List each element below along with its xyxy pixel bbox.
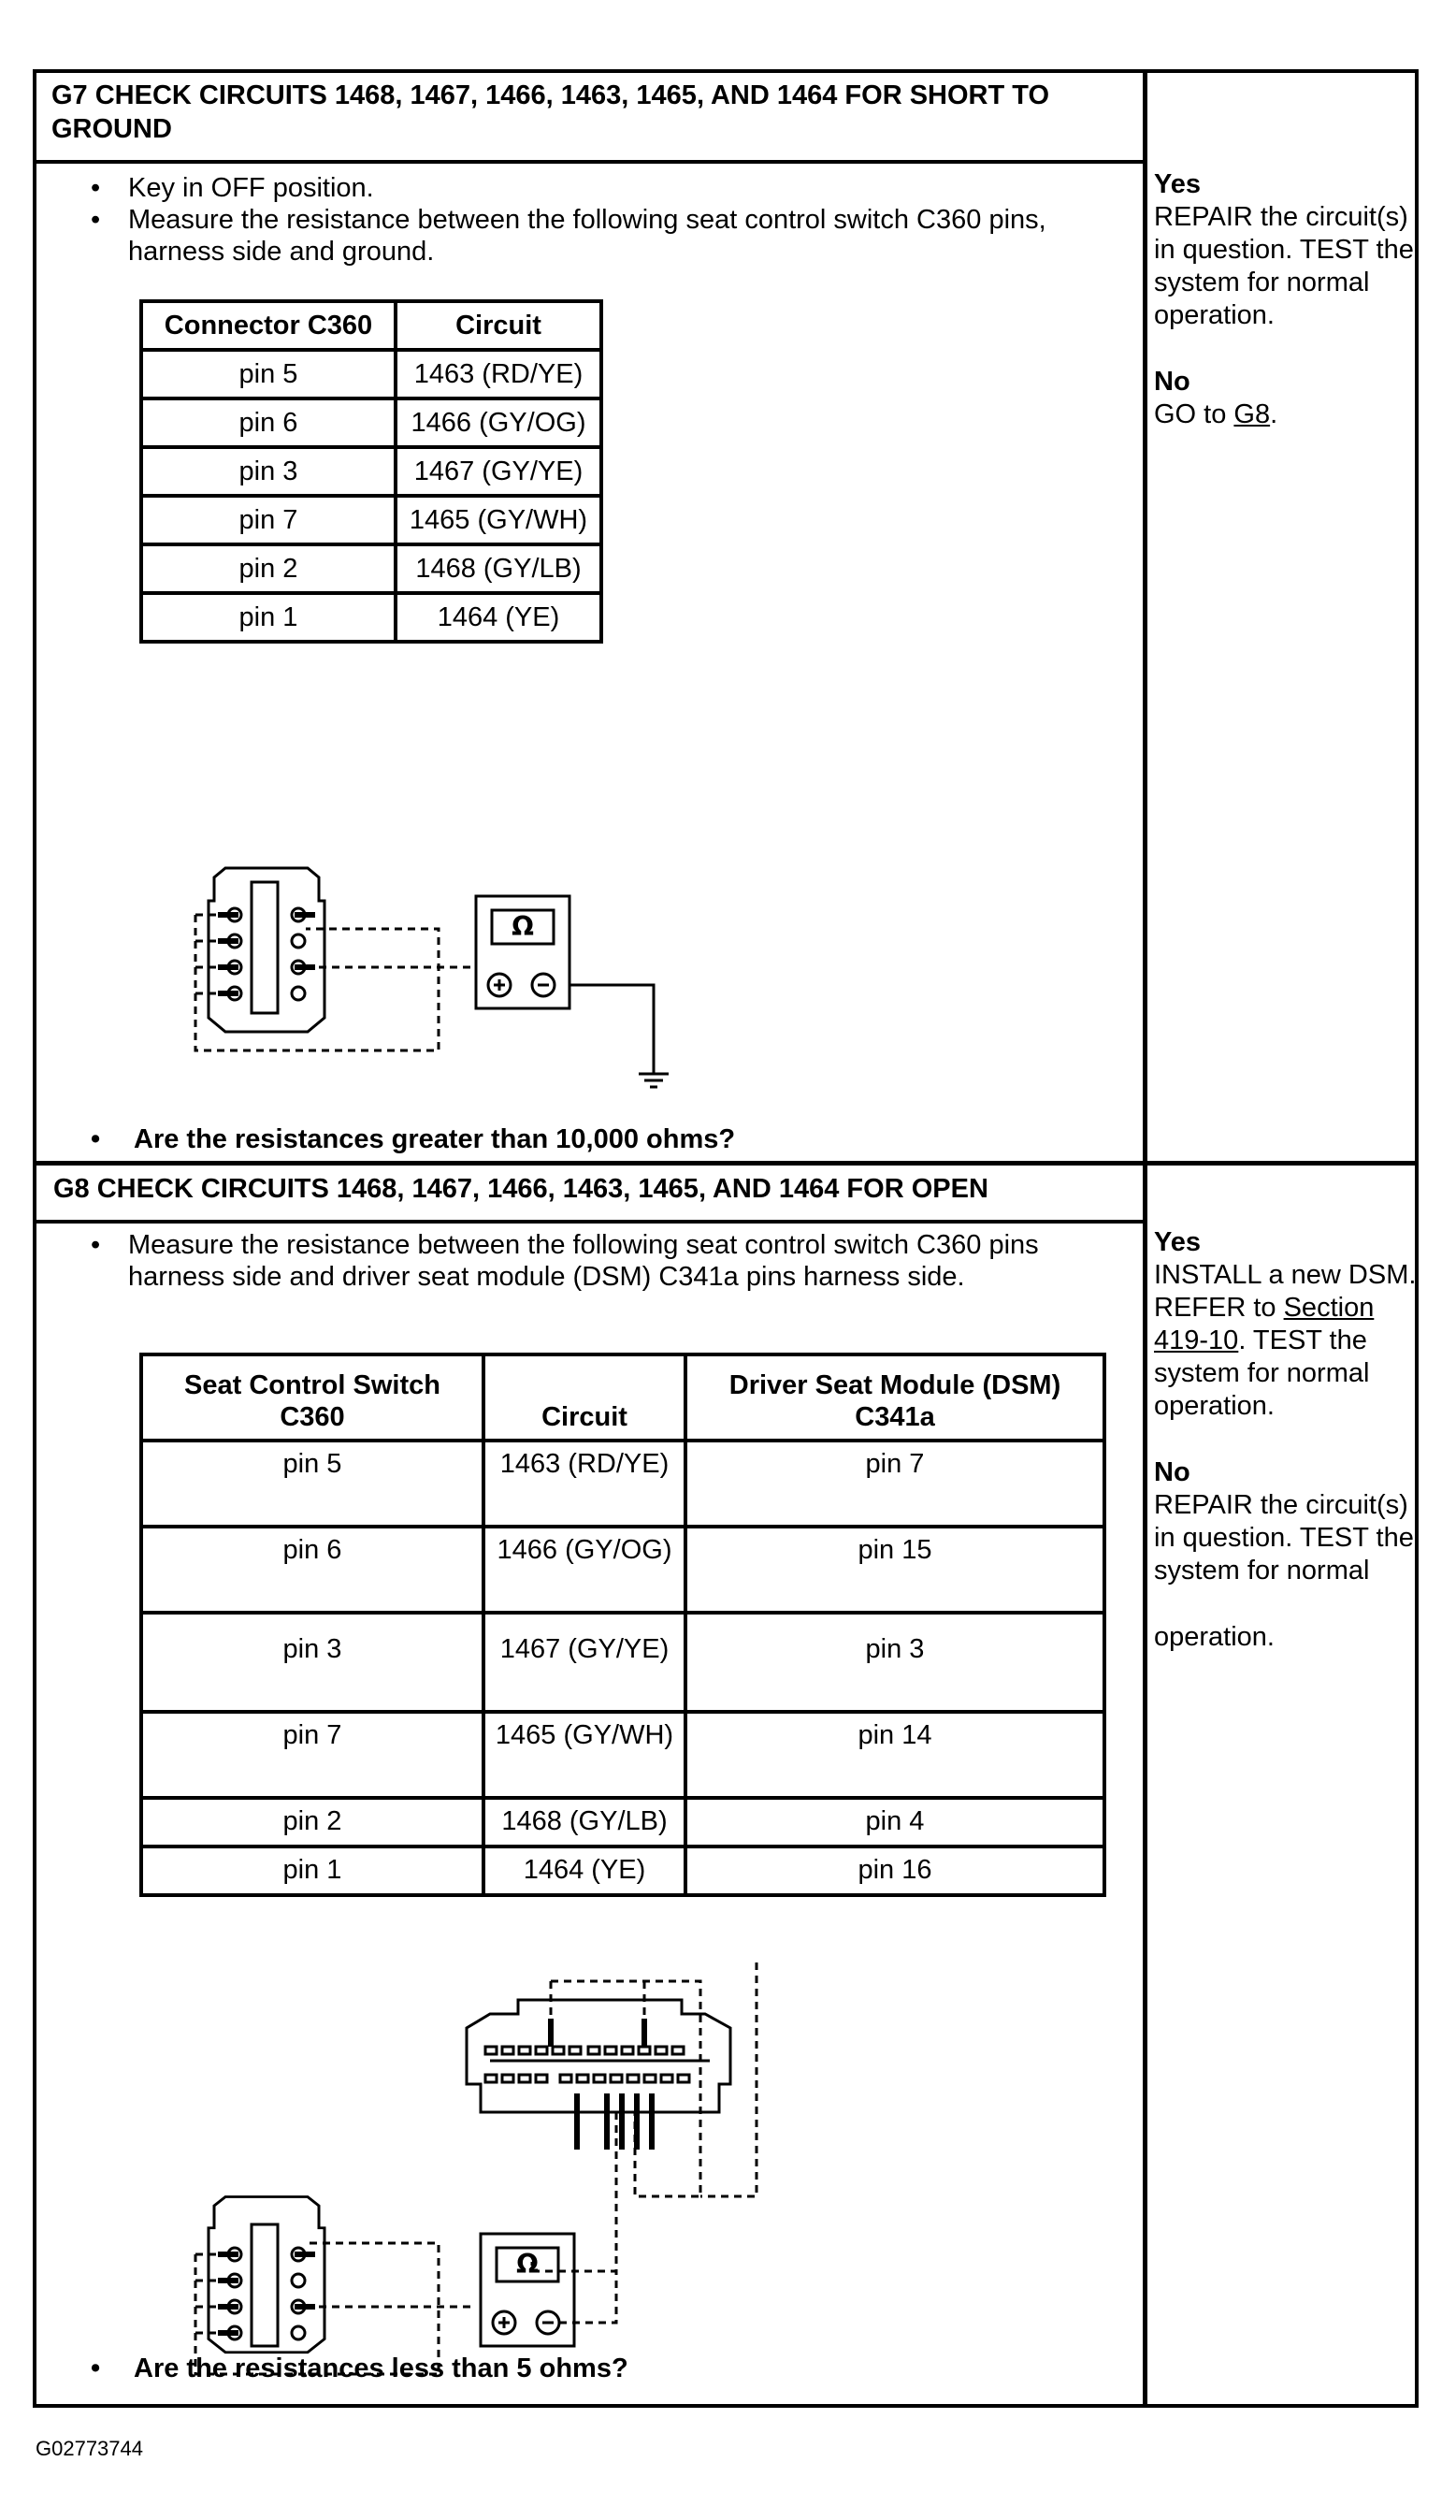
table-cell: pin 7 [141, 496, 396, 544]
table-cell: pin 15 [685, 1527, 1104, 1613]
table-cell: 1463 (RD/YE) [396, 350, 601, 398]
table-cell: 1466 (GY/OG) [396, 398, 601, 447]
table-row [141, 496, 601, 544]
table-cell: pin 1 [141, 593, 396, 642]
table-cell: 1465 (GY/WH) [396, 496, 601, 544]
table-cell: pin 2 [141, 1798, 483, 1847]
g7-question-text: Are the resistances greater than 10,000 ohms? [134, 1124, 736, 1154]
table-cell: pin 6 [141, 1527, 483, 1613]
g7-step-2: • Measure the resistance between the following seat control switch C360 pins, harness side and ground. [85, 204, 1123, 268]
ohm-symbol: Ω [516, 2249, 539, 2280]
ohm-symbol: Ω [512, 911, 534, 942]
g7-wiring-diagram [158, 821, 682, 1083]
section-divider [36, 1161, 1415, 1166]
table-row [141, 593, 601, 642]
table-header: Circuit [483, 1354, 685, 1441]
table-row [141, 350, 601, 398]
table-header-row [141, 1354, 1104, 1441]
g7-question: • Are the resistances greater than 10,000 ohms? [91, 1124, 736, 1154]
g8-question: • Are the resistances less than 5 ohms? [91, 2353, 628, 2383]
g7-step-1: • Key in OFF position. [85, 172, 1123, 204]
g8-yes-suffix: . TEST the system for normal operation. [1154, 1325, 1370, 1421]
g8-connector-table [139, 1353, 1106, 1897]
table-cell: 1467 (GY/YE) [483, 1613, 685, 1712]
table-cell: 1468 (GY/LB) [483, 1798, 685, 1847]
g8-answers [1154, 1226, 1425, 1654]
table-cell: pin 1 [141, 1847, 483, 1895]
table-header: Driver Seat Module (DSM) C341a [685, 1354, 1104, 1441]
g8-step-1: • Measure the resistance between the following seat control switch C360 pins harness side and driver seat module (DSM) C341a pins harness side. [85, 1229, 1076, 1293]
c360-probe-tips [218, 2254, 315, 2333]
table-cell: 1465 (GY/WH) [483, 1712, 685, 1798]
table-cell: pin 7 [685, 1441, 1104, 1527]
table-row [141, 447, 601, 496]
dsm-probe-tips [551, 2019, 652, 2150]
c360-connector-illustration [209, 2197, 324, 2353]
g7-link-g8[interactable]: G8 [1233, 399, 1271, 429]
g7-heading: G7 CHECK CIRCUITS 1468, 1467, 1466, 1463, 1465, AND 1464 FOR SHORT TO GROUND [36, 79, 1143, 159]
g8-no-label: No [1154, 1457, 1190, 1487]
table-row [141, 1441, 1104, 1527]
g8-yes-text [1154, 1259, 1425, 1423]
table-row [141, 1847, 1104, 1895]
table-row [141, 1798, 1104, 1847]
table-header-row [141, 301, 601, 350]
c360-connector-illustration [209, 868, 324, 1032]
g8-steps [85, 1229, 1076, 1293]
table-cell: pin 5 [141, 1441, 483, 1527]
table-cell: pin 2 [141, 544, 396, 593]
table-cell: 1464 (YE) [483, 1847, 685, 1895]
g8-link-section[interactable]: Section 419-10 [1154, 1293, 1375, 1355]
table-cell: pin 3 [141, 1613, 483, 1712]
table-cell: 1467 (GY/YE) [396, 447, 601, 496]
table-cell: pin 3 [685, 1613, 1104, 1712]
table-row [141, 1712, 1104, 1798]
ohmmeter-illustration [476, 896, 669, 1087]
g8-no-text-a: REPAIR the circuit(s) in question. TEST the system for normal [1154, 1490, 1414, 1586]
diagnostic-procedure-page [33, 69, 1419, 2408]
g8-wiring-diagram [158, 1962, 757, 2374]
table-header: Seat Control Switch C360 [141, 1354, 483, 1441]
g7-no-text [1154, 398, 1425, 431]
table-cell: pin 5 [141, 350, 396, 398]
g7-yes-text: REPAIR the circuit(s) in question. TEST the system for normal operation. [1154, 202, 1414, 330]
table-row [141, 1527, 1104, 1613]
figure-code: G02773744 [36, 2437, 143, 2460]
table-header: Circuit [396, 301, 601, 350]
table-cell: pin 4 [685, 1798, 1104, 1847]
table-cell: 1463 (RD/YE) [483, 1441, 685, 1527]
ohmmeter-illustration [481, 2234, 616, 2346]
table-header: Connector C360 [141, 301, 396, 350]
table-cell: 1468 (GY/LB) [396, 544, 601, 593]
probe-tips [218, 915, 315, 993]
table-row [141, 544, 601, 593]
table-cell: pin 14 [685, 1712, 1104, 1798]
table-cell: 1466 (GY/OG) [483, 1527, 685, 1613]
column-divider [1143, 73, 1147, 2404]
table-cell: pin 7 [141, 1712, 483, 1798]
g8-yes-label: Yes [1154, 1227, 1201, 1257]
g8-yes-prefix: INSTALL a new DSM. REFER to [1154, 1260, 1417, 1323]
g7-no-suffix: . [1270, 399, 1278, 429]
table-row [141, 1613, 1104, 1712]
g7-no-prefix: GO to [1154, 399, 1227, 429]
g8-no-text-b: operation. [1154, 1622, 1275, 1652]
g7-yes-label: Yes [1154, 169, 1201, 199]
dsm-connector-illustration [467, 2000, 730, 2112]
g7-connector-table [139, 299, 603, 644]
dsm-probe-leads [532, 1962, 757, 2271]
g8-heading: G8 CHECK CIRCUITS 1468, 1467, 1466, 1463, 1465, AND 1464 FOR OPEN [36, 1172, 1143, 1219]
g7-no-label: No [1154, 367, 1190, 397]
g8-question-text: Are the resistances less than 5 ohms? [134, 2353, 628, 2383]
table-cell: 1464 (YE) [396, 593, 601, 642]
table-cell: pin 6 [141, 398, 396, 447]
table-cell: pin 3 [141, 447, 396, 496]
table-cell: pin 16 [685, 1847, 1104, 1895]
g7-steps [85, 172, 1123, 268]
g7-answers [1154, 168, 1425, 431]
table-row [141, 398, 601, 447]
